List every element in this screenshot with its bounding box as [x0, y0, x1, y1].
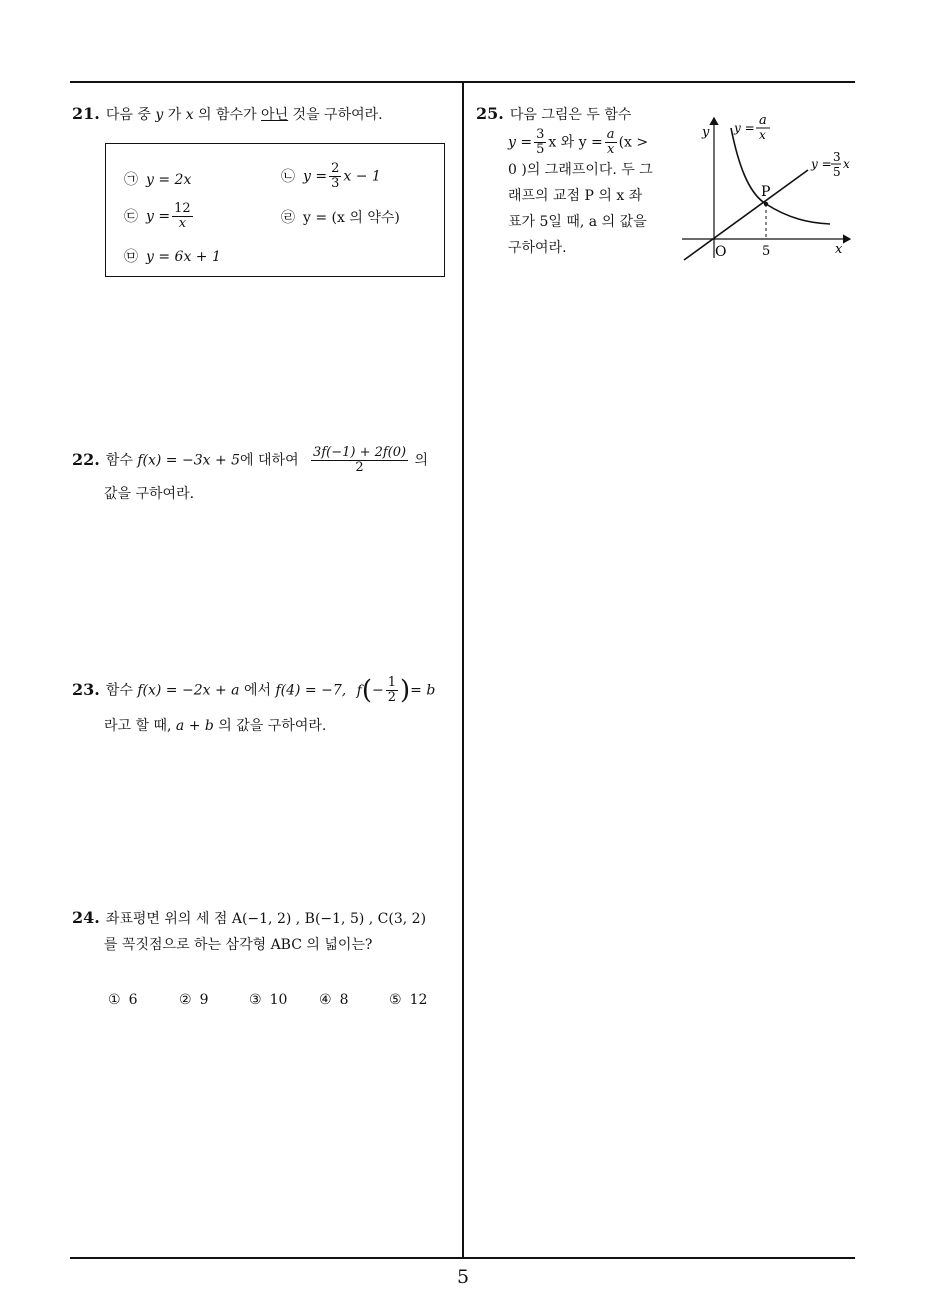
option-expr: x − 1: [343, 168, 381, 185]
option-mark: ㉣: [281, 210, 295, 226]
question-text: 라고 할 때,: [104, 718, 176, 734]
question-24: [72, 905, 458, 958]
q25-graph: [678, 108, 860, 268]
fraction-denominator: 2: [355, 460, 364, 475]
choice-mark: ②: [179, 992, 192, 1008]
fraction: [386, 676, 398, 705]
math-var: x: [185, 107, 194, 123]
fraction-numerator: 12: [174, 201, 191, 216]
option-1: [124, 170, 191, 190]
condition-expr: f(4) = −7,: [275, 682, 347, 699]
point-P-label: P: [761, 184, 771, 200]
curve-label-lhs: y =: [734, 121, 755, 135]
column-divider: [462, 81, 464, 1259]
question-line-6: 구하여라.: [508, 240, 567, 256]
question-23: 23. 함수 f(x) = −2x + a 에서 f(4) = −7, f(− $\frac{1}{2}$ )= b 라고 할 때, a + b 의 값을 구하여라.: [72, 676, 458, 739]
choice-5[interactable]: [389, 992, 427, 1008]
question-25: [476, 101, 666, 261]
question-number: 25.: [476, 104, 504, 123]
question-line-3: 0 )의 그래프이다. 두 그: [508, 162, 653, 178]
line-label-num: 3: [833, 150, 841, 164]
choice-value: 9: [199, 992, 209, 1008]
option-expr: y =: [303, 168, 328, 185]
choice-value: 8: [339, 992, 349, 1008]
option-3: [124, 202, 195, 231]
option-mark: ㉡: [281, 168, 295, 185]
option-2: [281, 162, 381, 191]
fraction-numerator: 2: [331, 161, 340, 176]
question-text: 함수: [105, 682, 138, 699]
function-expr: = b: [410, 682, 436, 699]
fraction-denominator: x: [178, 216, 187, 231]
question-21: [72, 101, 383, 128]
question-text: 다음 그림은 두 함수: [509, 107, 632, 123]
page-number: 5: [456, 1266, 470, 1288]
option-expr: y = (x 의 약수): [303, 210, 400, 226]
fraction-numerator: 1: [387, 675, 396, 690]
question-number: 21.: [72, 104, 100, 123]
fraction-denominator: 5: [536, 142, 545, 157]
point-P: [764, 202, 768, 206]
choice-3[interactable]: [249, 992, 287, 1008]
right-paren: ): [400, 675, 411, 706]
hyperbola-curve: [731, 128, 830, 224]
fraction-denominator: 3: [331, 176, 340, 191]
math-var: y: [155, 107, 164, 123]
question-line-2: [72, 713, 458, 739]
question-text: 의 값을 구하여라.: [213, 718, 327, 734]
choice-mark: ③: [249, 992, 262, 1008]
tick-5-label: 5: [762, 244, 771, 259]
question-text: 것을 구하여라.: [288, 107, 383, 123]
choice-4[interactable]: [319, 992, 348, 1008]
option-mark: ㉢: [124, 208, 138, 225]
question-number: 23.: [72, 679, 100, 699]
choice-mark: ①: [108, 992, 121, 1008]
fraction: [172, 202, 193, 231]
curve-label-den: x: [759, 128, 766, 142]
choice-value: 12: [409, 992, 428, 1008]
question-number: 24.: [72, 908, 100, 927]
question-text: 의: [410, 452, 429, 469]
option-mark: ㉤: [124, 249, 138, 265]
question-text: 다음 중: [105, 107, 156, 123]
question-number: 22.: [72, 449, 100, 469]
choice-2[interactable]: [179, 992, 208, 1008]
question-line-2: 를 꼭짓점으로 하는 삼각형 ABC 의 넓이는?: [104, 937, 373, 953]
question-text: 좌표평면 위의 세 점 A(−1, 2) , B(−1, 5) , C(3, 2): [105, 911, 427, 927]
curve-label-num: a: [759, 113, 767, 128]
question-line-2: 값을 구하여라.: [104, 486, 195, 502]
math-expr: a + b: [175, 718, 214, 734]
question-text: 가: [163, 107, 186, 123]
bottom-rule: [70, 1257, 855, 1259]
fraction-denominator: 2: [387, 690, 396, 705]
question-text: 에서: [239, 682, 276, 699]
line-label-den: 5: [833, 165, 841, 179]
line-label-lhs: y =: [811, 157, 832, 171]
option-4: [281, 208, 400, 228]
math-expr: y =: [508, 134, 533, 151]
fraction-denominator: x: [607, 142, 615, 157]
choice-value: 6: [128, 992, 138, 1008]
math-expr: x 와 y =: [548, 134, 603, 151]
choice-value: 10: [269, 992, 288, 1008]
choice-1[interactable]: [108, 992, 137, 1008]
fraction: [605, 128, 617, 157]
fraction-numerator: 3f(−1) + 2f(0): [313, 445, 407, 460]
question-text: 함수: [105, 452, 138, 469]
option-mark: ㉠: [124, 172, 138, 188]
option-expr: y =: [146, 208, 171, 225]
function-expr: f(x) = −3x + 5: [137, 452, 241, 469]
choice-mark: ④: [319, 992, 332, 1008]
fraction: [311, 446, 408, 475]
axis-y-label: y: [702, 125, 710, 140]
question-line-2: [476, 128, 666, 157]
fraction: [534, 128, 546, 157]
option-5: [124, 247, 221, 267]
axis-x-label: x: [835, 242, 843, 257]
question-line-5: 표가 5일 때, a 의 값을: [508, 214, 647, 230]
function-expr: f(x) = −2x + a: [137, 682, 240, 699]
math-expr: (x >: [618, 134, 649, 151]
origin-label: O: [715, 244, 727, 260]
option-expr: y = 2x: [146, 172, 192, 188]
function-expr: f: [356, 682, 362, 699]
left-paren: (: [361, 675, 372, 706]
fraction: [329, 162, 341, 191]
choice-mark: ⑤: [389, 992, 402, 1008]
question-text: 의 함수가: [193, 107, 262, 123]
question-line-4: 래프의 교점 P 의 x 좌: [508, 188, 643, 204]
line-label-var: x: [843, 157, 850, 171]
question-22: [72, 446, 458, 507]
fraction-numerator: 3: [536, 127, 545, 142]
underlined-word: 아닌: [261, 107, 289, 123]
question-text: 에 대하여: [240, 452, 299, 469]
option-expr: y = 6x + 1: [146, 249, 221, 265]
fraction-numerator: a: [606, 127, 615, 142]
options-box: [105, 143, 445, 277]
